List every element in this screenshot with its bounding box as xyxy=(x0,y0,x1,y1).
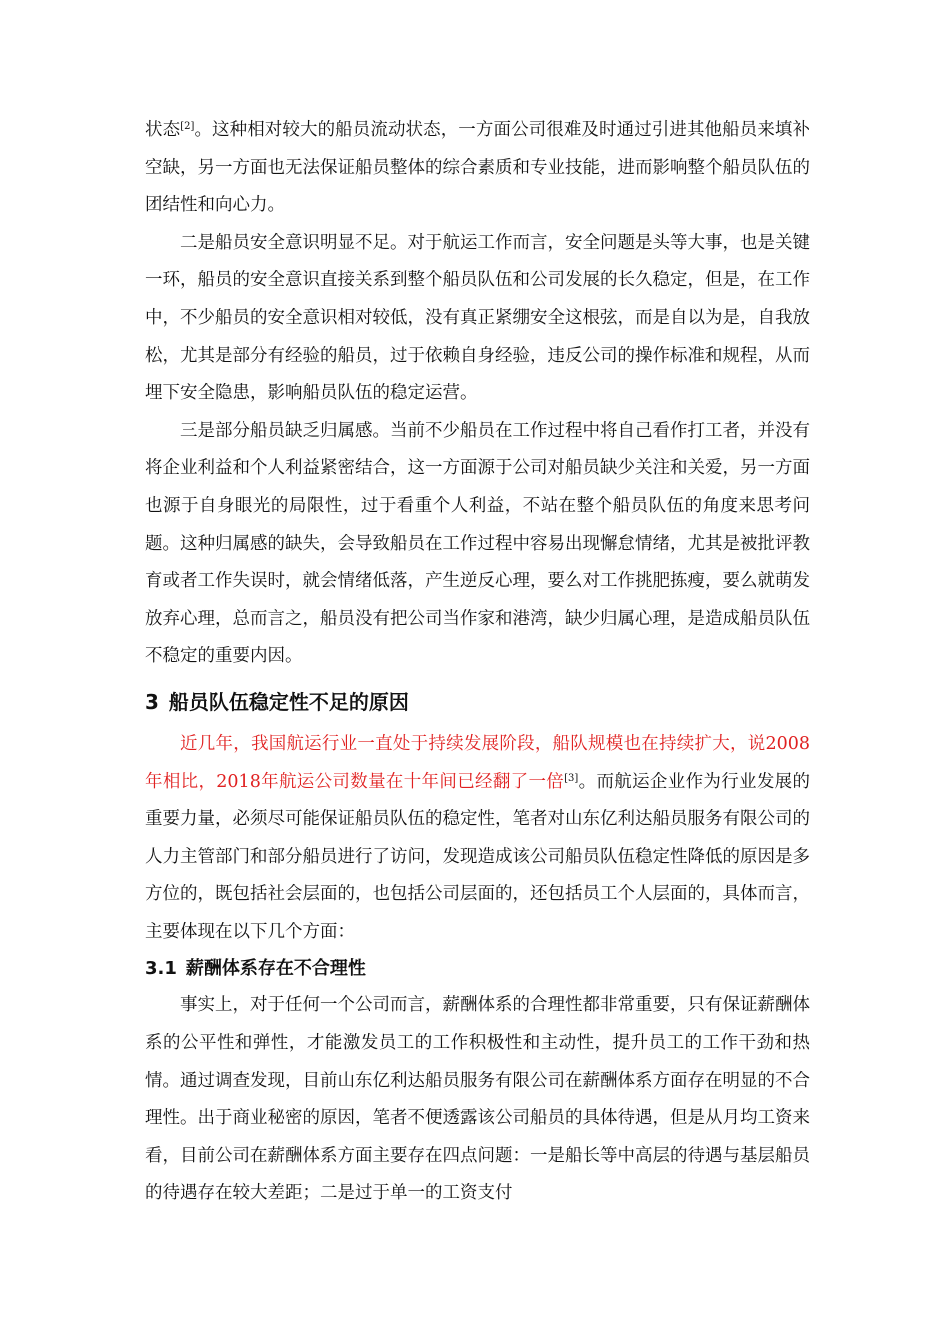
paragraph-text: 状态 xyxy=(145,120,181,140)
section-number: 3 xyxy=(145,689,159,714)
paragraph-belonging: 三是部分船员缺乏归属感。当前不少船员在工作过程中将自己看作打工者，并没有将企业利益和个人利益紧密结合，这一方面源于公司对船员缺少关注和关爱，另一方面也源于自身眼光的局限性，过于看重个人利益，不站在整个船员队伍的角度来思考问题。这种归属感的缺失，会导致船员在工作过程中容易出现懈怠情绪，尤其是被批评教育或者工作失误时，就会情绪低落，产生逆反心理，要么对工作挑肥拣瘦，要么就萌发放弃心理，总而言之，船员没有把公司当作家和港湾，缺少归属心理，是造成船员队伍不稳定的重要内因。 xyxy=(145,420,810,667)
paragraph-text: 。这种相对较大的船员流动状态，一方面公司很难及时通过引进其他船员来填补空缺，另一方面也无法保证船员整体的综合素质和专业技能，进而影响整个船员队伍的团结性和向心力。 xyxy=(145,120,811,216)
section-number: 3.1 xyxy=(145,958,177,980)
citation-ref: [2] xyxy=(180,121,195,132)
paragraph-text: 。而航运企业作为行业发展的重要力量，必须尽可能保证船员队伍的稳定性，笔者对山东亿利达船员服务有限公司的人力主管部门和部分船员进行了访问，发现造成该公司船员队伍稳定性降低的原因是多方位的，既包括社会层面的，也包括公司层面的，还包括员工个人层面的，具体而言，主要体现在以下几个方面： xyxy=(145,771,811,942)
paragraph-crew-mobility xyxy=(145,112,810,225)
section-title: 船员队伍稳定性不足的原因 xyxy=(168,689,409,714)
citation-ref: [3] xyxy=(564,772,579,784)
section-heading-3-1 xyxy=(145,951,810,987)
section-heading-3 xyxy=(145,680,810,724)
highlighted-text: 近几年，我国航运行业一直处于持续发展阶段，船队规模也在持续扩大，说2008年相比，2018年航运公司数量在十年间已经翻了一倍 xyxy=(145,733,810,792)
document-page xyxy=(145,112,810,1213)
paragraph-causes-intro xyxy=(145,726,810,952)
paragraph-safety-awareness: 二是船员安全意识明显不足。对于航运工作而言，安全问题是头等大事，也是关键一环，船员的安全意识直接关系到整个船员队伍和公司发展的长久稳定，但是，在工作中，不少船员的安全意识相对较低，没有真正紧绷安全这根弦，而是自以为是，自我放松，尤其是部分有经验的船员，过于依赖自身经验，违反公司的操作标准和规程，从而埋下安全隐患，影响船员队伍的稳定运营。 xyxy=(145,232,810,404)
section-title: 薪酬体系存在不合理性 xyxy=(185,958,366,980)
paragraph-salary-system: 事实上，对于任何一个公司而言，薪酬体系的合理性都非常重要，只有保证薪酬体系的公平性和弹性，才能激发员工的工作积极性和主动性，提升员工的工作干劲和热情。通过调查发现，目前山东亿利达船员服务有限公司在薪酬体系方面存在明显的不合理性。出于商业秘密的原因，笔者不便透露该公司船员的具体待遇，但是从月均工资来看，目前公司在薪酬体系方面主要存在四点问题：一是船长等中高层的待遇与基层船员的待遇存在较大差距；二是过于单一的工资支付 xyxy=(145,995,810,1204)
